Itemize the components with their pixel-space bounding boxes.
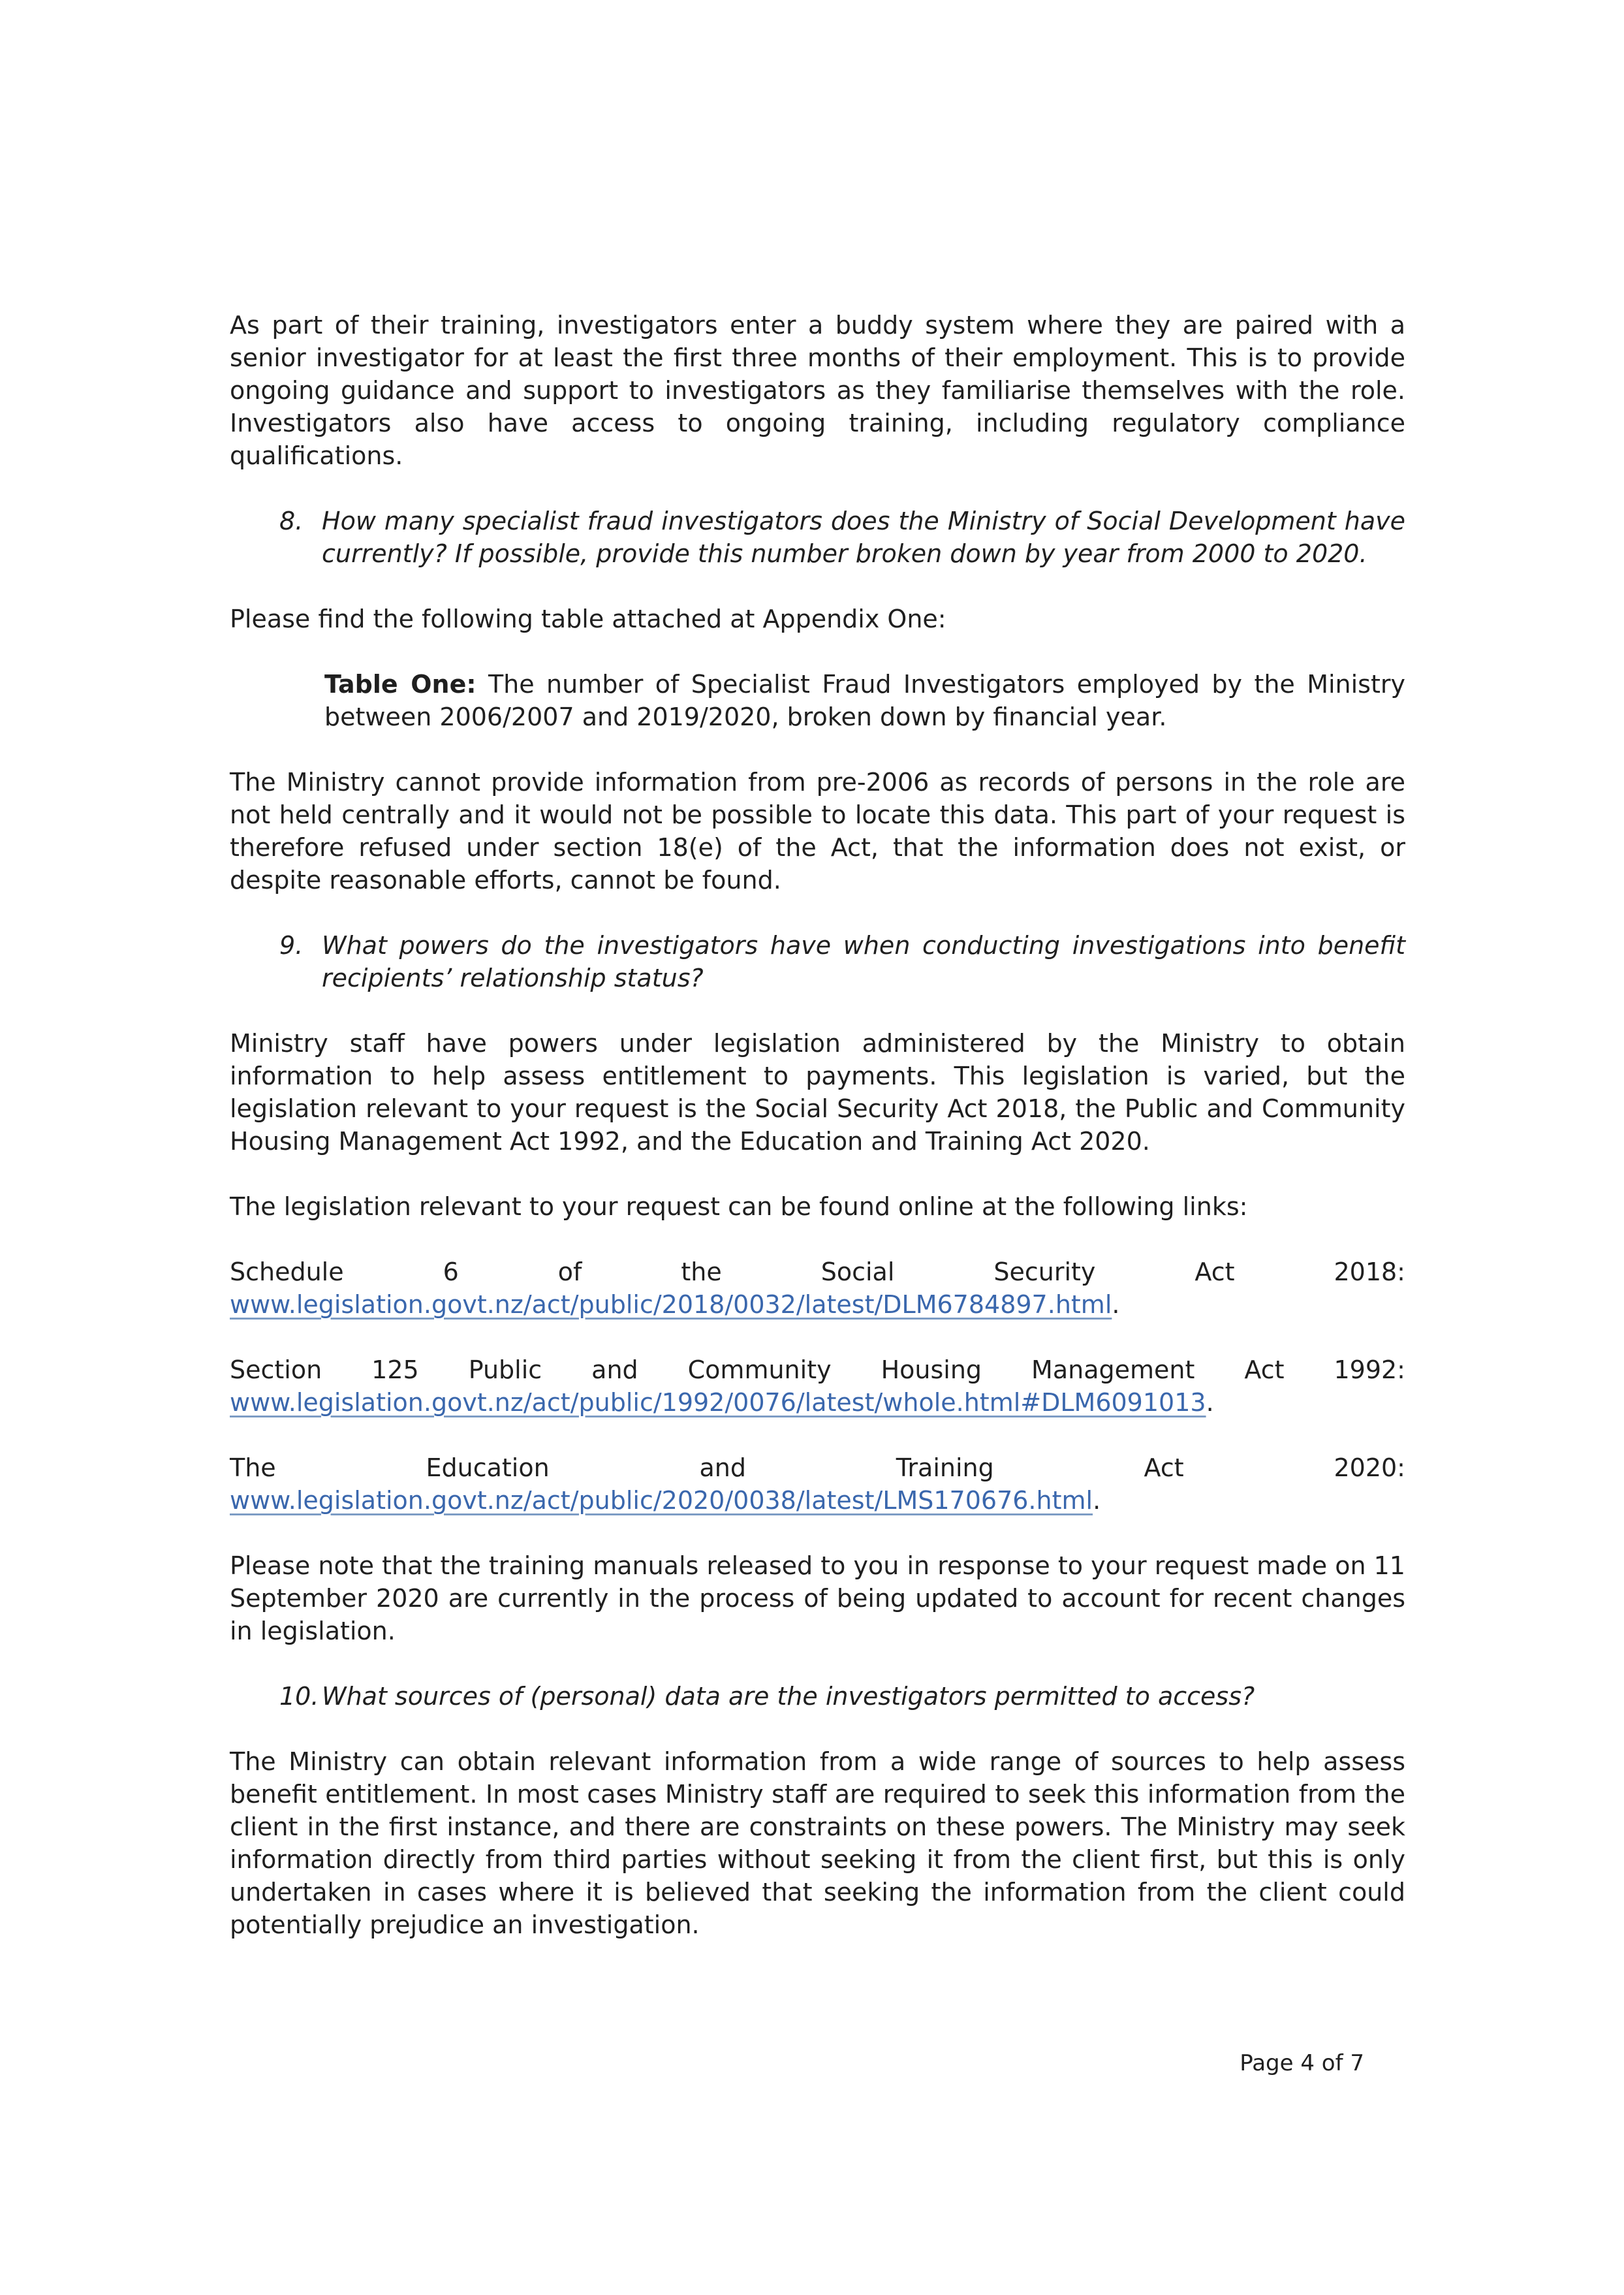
question-9 xyxy=(279,929,1405,994)
housing-management-act-link[interactable]: www.legislation.govt.nz/act/public/1992/0076/latest/whole.html#DLM6091013 xyxy=(230,1388,1206,1417)
table-one-note xyxy=(324,668,1405,733)
paragraph-ministry-powers: Ministry staff have powers under legislation administered by the Ministry to obtain information to help assess entitlement to payments. This legislation is varied, but the legislation relevant to your request is the Social Security Act 2018, the Public and Community Housing Management Act 1992, and the Education and Training Act 2020. xyxy=(230,1029,1405,1156)
link-period: . xyxy=(1206,1388,1214,1417)
education-training-act-link[interactable]: www.legislation.govt.nz/act/public/2020/0038/latest/LMS170676.html xyxy=(230,1486,1093,1515)
link-line-housing-management-act xyxy=(230,1386,1405,1419)
question-9-number: 9. xyxy=(279,931,304,960)
paragraph-training-buddy-system: As part of their training, investigators enter a buddy system where they are paired with a senior investigator for at least the first three months of their employment. This is to provide ongoing guidance and support to investigators as they familiarise themselves with the role. Investigators also have access to ongoing training, including regulatory compliance qualifications. xyxy=(230,311,1405,470)
link-block-education-training-act xyxy=(230,1451,1405,1517)
question-8-number: 8. xyxy=(279,507,304,535)
paragraph-training-manuals-update: Please note that the training manuals released to you in response to your request made on 11 September 2020 are currently in the process of being updated to account for recent changes in legislation. xyxy=(230,1551,1405,1645)
table-one-label: Table One: xyxy=(324,670,476,699)
paragraph-links-intro: The legislation relevant to your request can be found online at the following links: xyxy=(230,1192,1248,1221)
link-label-education-training-act: The Education and Training Act 2020: xyxy=(230,1453,1405,1482)
link-period: . xyxy=(1093,1486,1101,1515)
link-period: . xyxy=(1112,1290,1120,1319)
link-line-social-security-act xyxy=(230,1288,1405,1321)
page-number: Page 4 of 7 xyxy=(1240,2050,1364,2076)
question-8-text: How many specialist fraud investigators does the Ministry of Social Development have currently? If possible, provide this number broken down by year from 2000 to 2020. xyxy=(322,507,1405,568)
paragraph-data-sources: The Ministry can obtain relevant information from a wide range of sources to help assess benefit entitlement. In most cases Ministry staff are required to seek this information from the client in the first instance, and there are constraints on these powers. The Ministry may seek information directly from third parties without seeking it from the client first, but this is only undertaken in cases where it is believed that seeking the information from the client could potentially prejudice an investigation. xyxy=(230,1747,1405,1939)
link-label-social-security-act: Schedule 6 of the Social Security Act 2018: xyxy=(230,1258,1405,1286)
paragraph-pre-2006-refusal: The Ministry cannot provide information from pre-2006 as records of persons in the role are not held centrally and it would not be possible to locate this data. This part of your request is therefore refused under section 18(e) of the Act, that the information does not exist, or despite reasonable efforts, cannot be found. xyxy=(230,768,1405,894)
paragraph-appendix-note: Please find the following table attached at Appendix One: xyxy=(230,605,946,633)
question-10-number: 10. xyxy=(279,1682,319,1711)
link-block-housing-management-act xyxy=(230,1353,1405,1419)
document-content xyxy=(230,309,1405,1974)
question-10-text: What sources of (personal) data are the investigators permitted to access? xyxy=(322,1682,1255,1711)
link-line-education-training-act xyxy=(230,1484,1405,1517)
question-10 xyxy=(279,1680,1405,1713)
question-8 xyxy=(279,505,1405,570)
social-security-act-link[interactable]: www.legislation.govt.nz/act/public/2018/0032/latest/DLM6784897.html xyxy=(230,1290,1112,1319)
link-block-social-security-act xyxy=(230,1256,1405,1321)
link-label-housing-management-act: Section 125 Public and Community Housing Management Act 1992: xyxy=(230,1355,1405,1384)
question-9-text: What powers do the investigators have when conducting investigations into benefit recipients’ relationship status? xyxy=(322,931,1405,992)
table-one-description: The number of Specialist Fraud Investigators employed by the Ministry between 2006/2007 and 2019/2020, broken down by financial year. xyxy=(324,670,1405,731)
